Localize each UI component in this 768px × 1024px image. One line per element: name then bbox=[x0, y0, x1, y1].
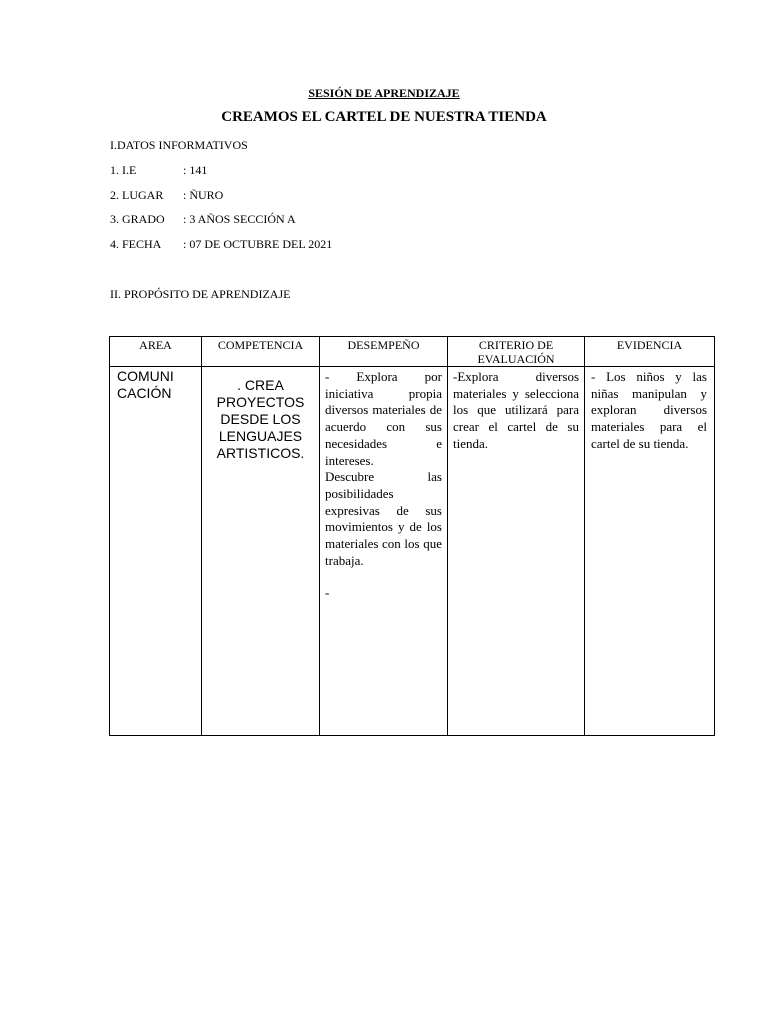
datos-heading: I.DATOS INFORMATIVOS bbox=[110, 138, 248, 152]
competencia-text: . CREA PROYECTOS DESDE LOS LENGUAJES ARTISTICOS. bbox=[216, 377, 305, 461]
fecha-label: 4. FECHA bbox=[110, 237, 162, 251]
header-evidencia: EVIDENCIA bbox=[585, 337, 715, 367]
table-header-row bbox=[110, 337, 715, 367]
grado-value: : 3 AÑOS SECCIÓN A bbox=[183, 212, 296, 226]
learning-purpose-table bbox=[109, 336, 715, 736]
ie-label: 1. I.E bbox=[110, 163, 137, 177]
desempeno-text-2: Descubre las posibilidades expresivas de sus movimientos y de los materiales con los que trabaja. bbox=[325, 469, 442, 568]
session-kicker: SESIÓN DE APRENDIZAJE bbox=[308, 86, 460, 100]
cell-evidencia bbox=[585, 367, 715, 736]
cell-desempeno bbox=[320, 367, 448, 736]
criterio-text: -Explora diversos materiales y selecciona los que utilizará para crear el cartel de su tienda. bbox=[453, 369, 579, 451]
header-criterio bbox=[448, 337, 585, 367]
header-area: AREA bbox=[110, 337, 202, 367]
header-criterio-text: CRITERIO DE EVALUACIÓN bbox=[477, 338, 555, 366]
header-competencia: COMPETENCIA bbox=[202, 337, 320, 367]
proposito-heading: II. PROPÓSITO DE APRENDIZAJE bbox=[110, 287, 291, 301]
table-row bbox=[110, 367, 715, 736]
desempeno-text-1: - Explora por iniciativa propia diversos materiales de acuerdo con sus necesidades e intereses. bbox=[325, 369, 442, 468]
area-text: COMUNICACIÓN bbox=[117, 368, 174, 401]
lugar-value: : ÑURO bbox=[183, 188, 224, 202]
cell-criterio bbox=[448, 367, 585, 736]
cell-competencia bbox=[202, 367, 320, 736]
desempeno-text-3: - bbox=[325, 585, 330, 601]
document-title: CREAMOS EL CARTEL DE NUESTRA TIENDA bbox=[221, 109, 547, 125]
cell-area bbox=[110, 367, 202, 736]
grado-label: 3. GRADO bbox=[110, 212, 165, 226]
fecha-value: : 07 DE OCTUBRE DEL 2021 bbox=[183, 237, 333, 251]
evidencia-text: - Los niños y las niñas manipulan y exploran diversos materiales para el cartel de su tienda. bbox=[591, 369, 707, 451]
ie-value: : 141 bbox=[183, 163, 208, 177]
lugar-label: 2. LUGAR bbox=[110, 188, 164, 202]
header-desempeno: DESEMPEÑO bbox=[320, 337, 448, 367]
